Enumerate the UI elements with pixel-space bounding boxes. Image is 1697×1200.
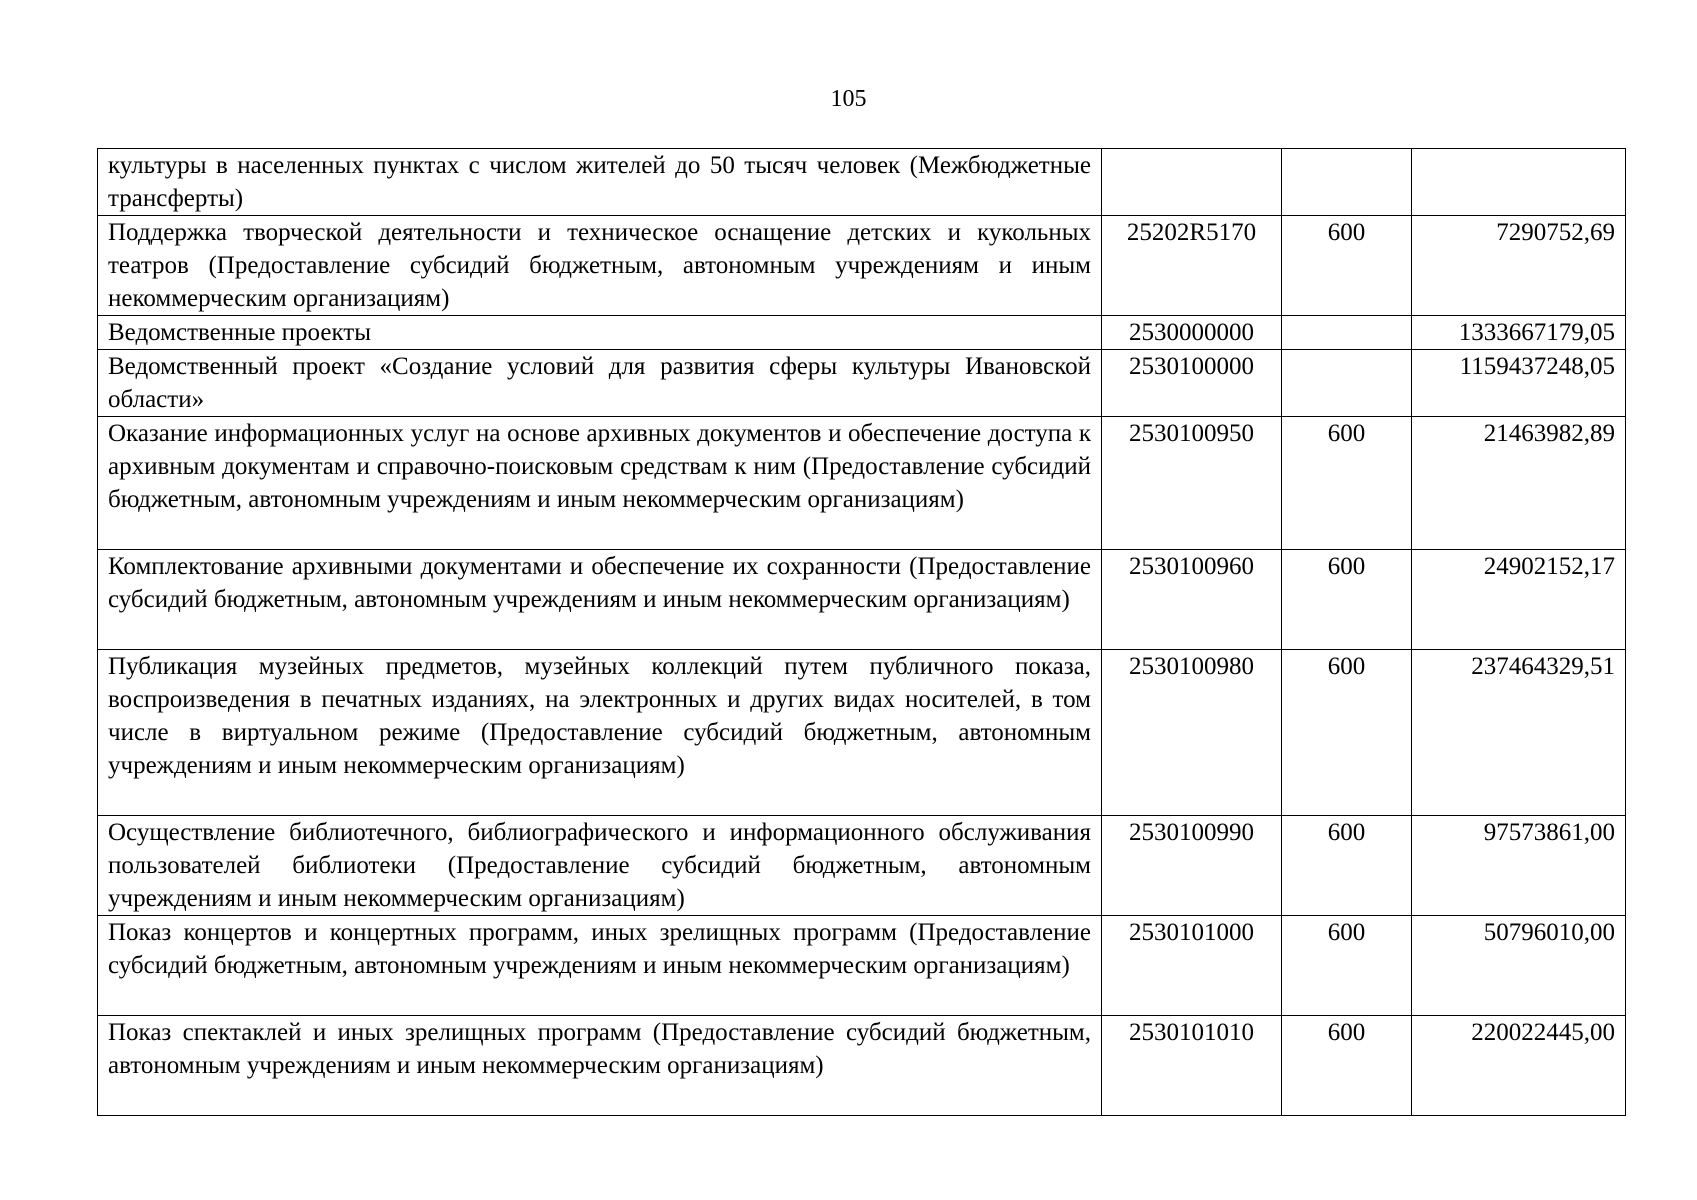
- row-name-cell: Показ концертов и концертных программ, иных зрелищных программ (Предоставление субсидий бюджетным, автономным учреждениям и иным некоммерческим организациям): [98, 916, 1102, 1016]
- row-name-cell: Осуществление библиотечного, библиографического и информационного обслуживания пользователей библиотеки (Предоставление субсидий бюджетным, автономным учреждениям и иным некоммерческим организациям): [98, 816, 1102, 916]
- table-row: [98, 316, 1626, 350]
- amount-cell: 50796010,00: [1412, 916, 1626, 1016]
- target-article-code-cell: 2530100960: [1102, 550, 1282, 650]
- expense-type-code-cell: 600: [1282, 417, 1412, 550]
- expense-type-code-cell: 600: [1282, 916, 1412, 1016]
- target-article-code-cell: 2530100990: [1102, 816, 1282, 916]
- amount-cell: 24902152,17: [1412, 550, 1626, 650]
- expense-type-code-cell: [1282, 149, 1412, 216]
- table-row: [98, 350, 1626, 417]
- table-row: [98, 550, 1626, 650]
- expense-type-code-cell: [1282, 316, 1412, 350]
- table-row: [98, 149, 1626, 216]
- row-name-cell: Показ спектаклей и иных зрелищных программ (Предоставление субсидий бюджетным, автономным учреждениям и иным некоммерческим организациям): [98, 1016, 1102, 1116]
- table-row: [98, 816, 1626, 916]
- expense-type-code-cell: 600: [1282, 1016, 1412, 1116]
- target-article-code-cell: 2530100950: [1102, 417, 1282, 550]
- budget-table: [97, 148, 1626, 1116]
- amount-cell: 21463982,89: [1412, 417, 1626, 550]
- amount-cell: 1333667179,05: [1412, 316, 1626, 350]
- page-number: 105: [830, 86, 867, 112]
- table-row: [98, 216, 1626, 316]
- row-name-cell: Оказание информационных услуг на основе архивных документов и обеспечение доступа к архивным документам и справочно-поисковым средствам к ним (Предоставление субсидий бюджетным, автономным учреждениям и иным некоммерческим организациям): [98, 417, 1102, 550]
- amount-cell: 237464329,51: [1412, 650, 1626, 816]
- expense-type-code-cell: 600: [1282, 550, 1412, 650]
- amount-cell: [1412, 149, 1626, 216]
- target-article-code-cell: 2530101000: [1102, 916, 1282, 1016]
- table-row: [98, 1016, 1626, 1116]
- expense-type-code-cell: [1282, 350, 1412, 417]
- table-row: [98, 650, 1626, 816]
- row-name-cell: Ведомственный проект «Создание условий для развития сферы культуры Ивановской области»: [98, 350, 1102, 417]
- amount-cell: 220022445,00: [1412, 1016, 1626, 1116]
- amount-cell: 97573861,00: [1412, 816, 1626, 916]
- table-row: [98, 417, 1626, 550]
- target-article-code-cell: 2530000000: [1102, 316, 1282, 350]
- amount-cell: 7290752,69: [1412, 216, 1626, 316]
- row-name-cell: Публикация музейных предметов, музейных коллекций путем публичного показа, воспроизведения в печатных изданиях, на электронных и других видах носителей, в том числе в виртуальном режиме (Предоставление субсидий бюджетным, автономным учреждениям и иным некоммерческим организациям): [98, 650, 1102, 816]
- expense-type-code-cell: 600: [1282, 650, 1412, 816]
- target-article-code-cell: 2530100000: [1102, 350, 1282, 417]
- target-article-code-cell: 2530100980: [1102, 650, 1282, 816]
- target-article-code-cell: 2530101010: [1102, 1016, 1282, 1116]
- amount-cell: 1159437248,05: [1412, 350, 1626, 417]
- row-name-cell: Комплектование архивными документами и обеспечение их сохранности (Предоставление субсидий бюджетным, автономным учреждениям и иным некоммерческим организациям): [98, 550, 1102, 650]
- row-name-cell: Поддержка творческой деятельности и техническое оснащение детских и кукольных театров (Предоставление субсидий бюджетным, автономным учреждениям и иным некоммерческим организациям): [98, 216, 1102, 316]
- expense-type-code-cell: 600: [1282, 216, 1412, 316]
- table-row: [98, 916, 1626, 1016]
- expense-type-code-cell: 600: [1282, 816, 1412, 916]
- row-name-cell: культуры в населенных пунктах с числом жителей до 50 тысяч человек (Межбюджетные трансферты): [98, 149, 1102, 216]
- row-name-cell: Ведомственные проекты: [98, 316, 1102, 350]
- target-article-code-cell: 25202R5170: [1102, 216, 1282, 316]
- target-article-code-cell: [1102, 149, 1282, 216]
